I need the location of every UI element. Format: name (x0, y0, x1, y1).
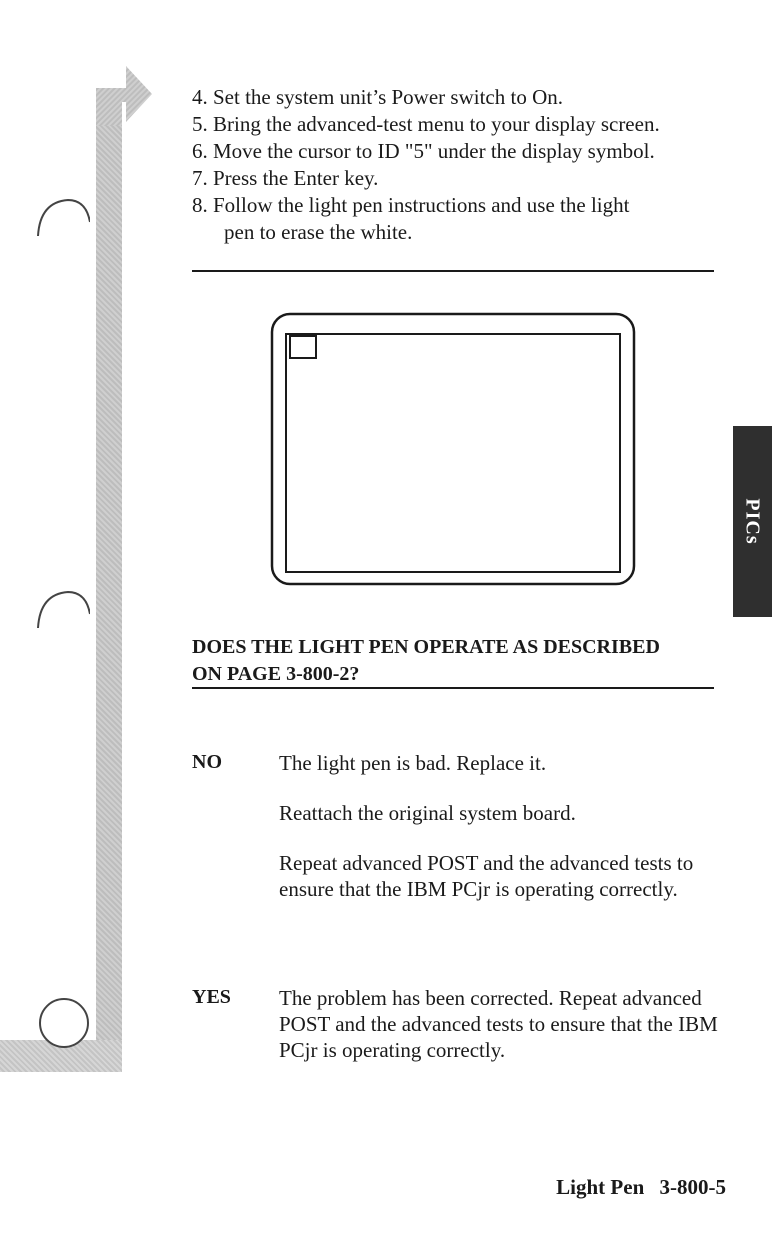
step-5: 5. Bring the advanced-test menu to your display screen. (192, 112, 660, 136)
punch-hole-icon (34, 996, 94, 1050)
flow-line (96, 88, 122, 1070)
punch-hole-icon (34, 196, 90, 240)
page-footer (556, 1175, 726, 1200)
section-tab-label: PICs (742, 498, 765, 545)
flow-arrow-icon (96, 66, 156, 126)
step-4: 4. Set the system unit’s Power switch to On. (192, 85, 563, 109)
answer-no-text (279, 750, 729, 926)
answer-no-line-2: Reattach the original system board. (279, 801, 576, 825)
punch-hole-icon (34, 588, 90, 632)
question-line-2: ON PAGE 3-800-2? (192, 663, 360, 685)
display-screen-figure (270, 312, 640, 588)
answer-no-label: NO (192, 751, 222, 773)
divider (192, 687, 714, 689)
answer-yes-text: The problem has been corrected. Repeat advanced POST and the advanced tests to ensure that the IBM PCjr is operating correctly. (279, 986, 718, 1062)
step-8: 8. Follow the light pen instructions and use the light (192, 193, 630, 217)
decision-question (192, 634, 722, 688)
answer-no-line-1: The light pen is bad. Replace it. (279, 751, 547, 775)
procedure-steps (192, 84, 732, 246)
answer-no-line-3: Repeat advanced POST and the advanced tests to ensure that the IBM PCjr is operating correctly. (279, 851, 694, 901)
step-6: 6. Move the cursor to ID "5" under the display symbol. (192, 139, 655, 163)
divider (192, 270, 714, 272)
section-tab (733, 426, 772, 617)
step-8-continued: pen to erase the white. (224, 220, 413, 244)
answer-yes-label: YES (192, 986, 231, 1008)
page-number: 3-800-5 (659, 1175, 726, 1199)
question-line-1: DOES THE LIGHT PEN OPERATE AS DESCRIBED (192, 636, 660, 658)
step-7: 7. Press the Enter key. (192, 166, 379, 190)
footer-title: Light Pen (556, 1175, 645, 1199)
